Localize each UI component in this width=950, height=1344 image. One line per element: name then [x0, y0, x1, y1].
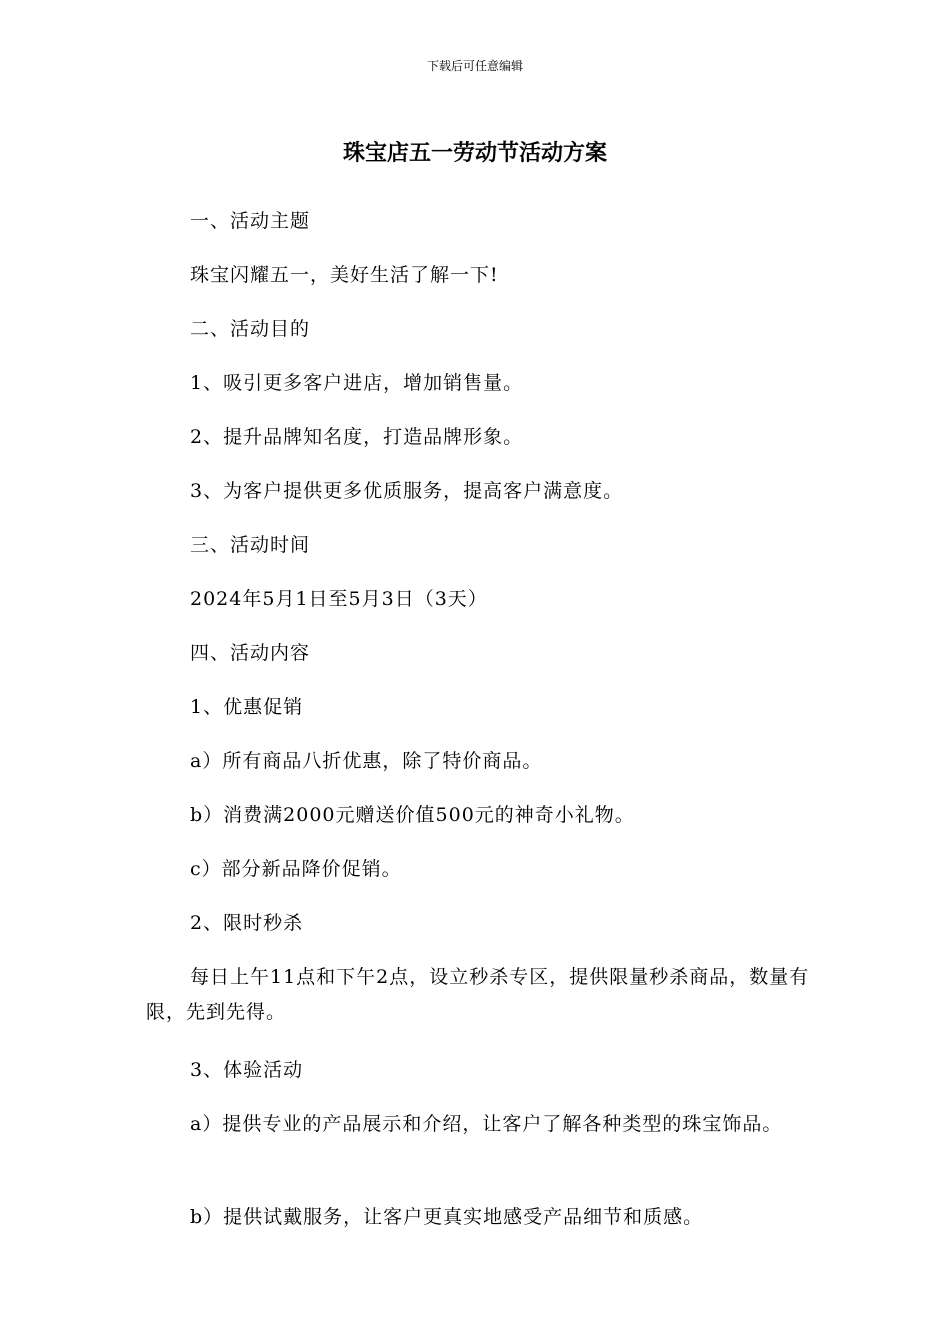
paragraph-promotion-c: c）部分新品降价促销。: [190, 858, 402, 880]
subheading-experience: 3、体验活动: [190, 1059, 304, 1081]
header-note: 下载后可任意编辑: [426, 59, 523, 73]
section-heading-content: 四、活动内容: [190, 642, 311, 664]
paragraph-purpose-2: 2、提升品牌知名度，打造品牌形象。: [190, 426, 524, 448]
subheading-promotion: 1、优惠促销: [190, 696, 304, 718]
paragraph-purpose-3: 3、为客户提供更多优质服务，提高客户满意度。: [190, 480, 624, 502]
paragraph-flash-sale: 每日上午11点和下午2点，设立秒杀专区，提供限量秒杀商品，数量有限，先到先得。: [146, 966, 810, 1023]
paragraph-experience-a: a）提供专业的产品展示和介绍，让客户了解各种类型的珠宝饰品。: [190, 1113, 783, 1135]
section-heading-time: 三、活动时间: [190, 534, 311, 556]
document-title: 珠宝店五一劳动节活动方案: [342, 141, 607, 166]
section-heading-theme: 一、活动主题: [190, 210, 311, 232]
paragraph-theme: 珠宝闪耀五一，美好生活了解一下!: [190, 264, 499, 286]
paragraph-purpose-1: 1、吸引更多客户进店，增加销售量。: [190, 372, 524, 394]
paragraph-promotion-a: a）所有商品八折优惠，除了特价商品。: [190, 750, 543, 772]
section-heading-purpose: 二、活动目的: [190, 318, 311, 340]
paragraph-time: 2024年5月1日至5月3日（3天）: [190, 588, 488, 610]
paragraph-experience-b: b）提供试戴服务，让客户更真实地感受产品细节和质感。: [190, 1206, 704, 1228]
paragraph-promotion-b: b）消费满2000元赠送价值500元的神奇小礼物。: [190, 804, 635, 826]
subheading-flash-sale: 2、限时秒杀: [190, 912, 304, 934]
